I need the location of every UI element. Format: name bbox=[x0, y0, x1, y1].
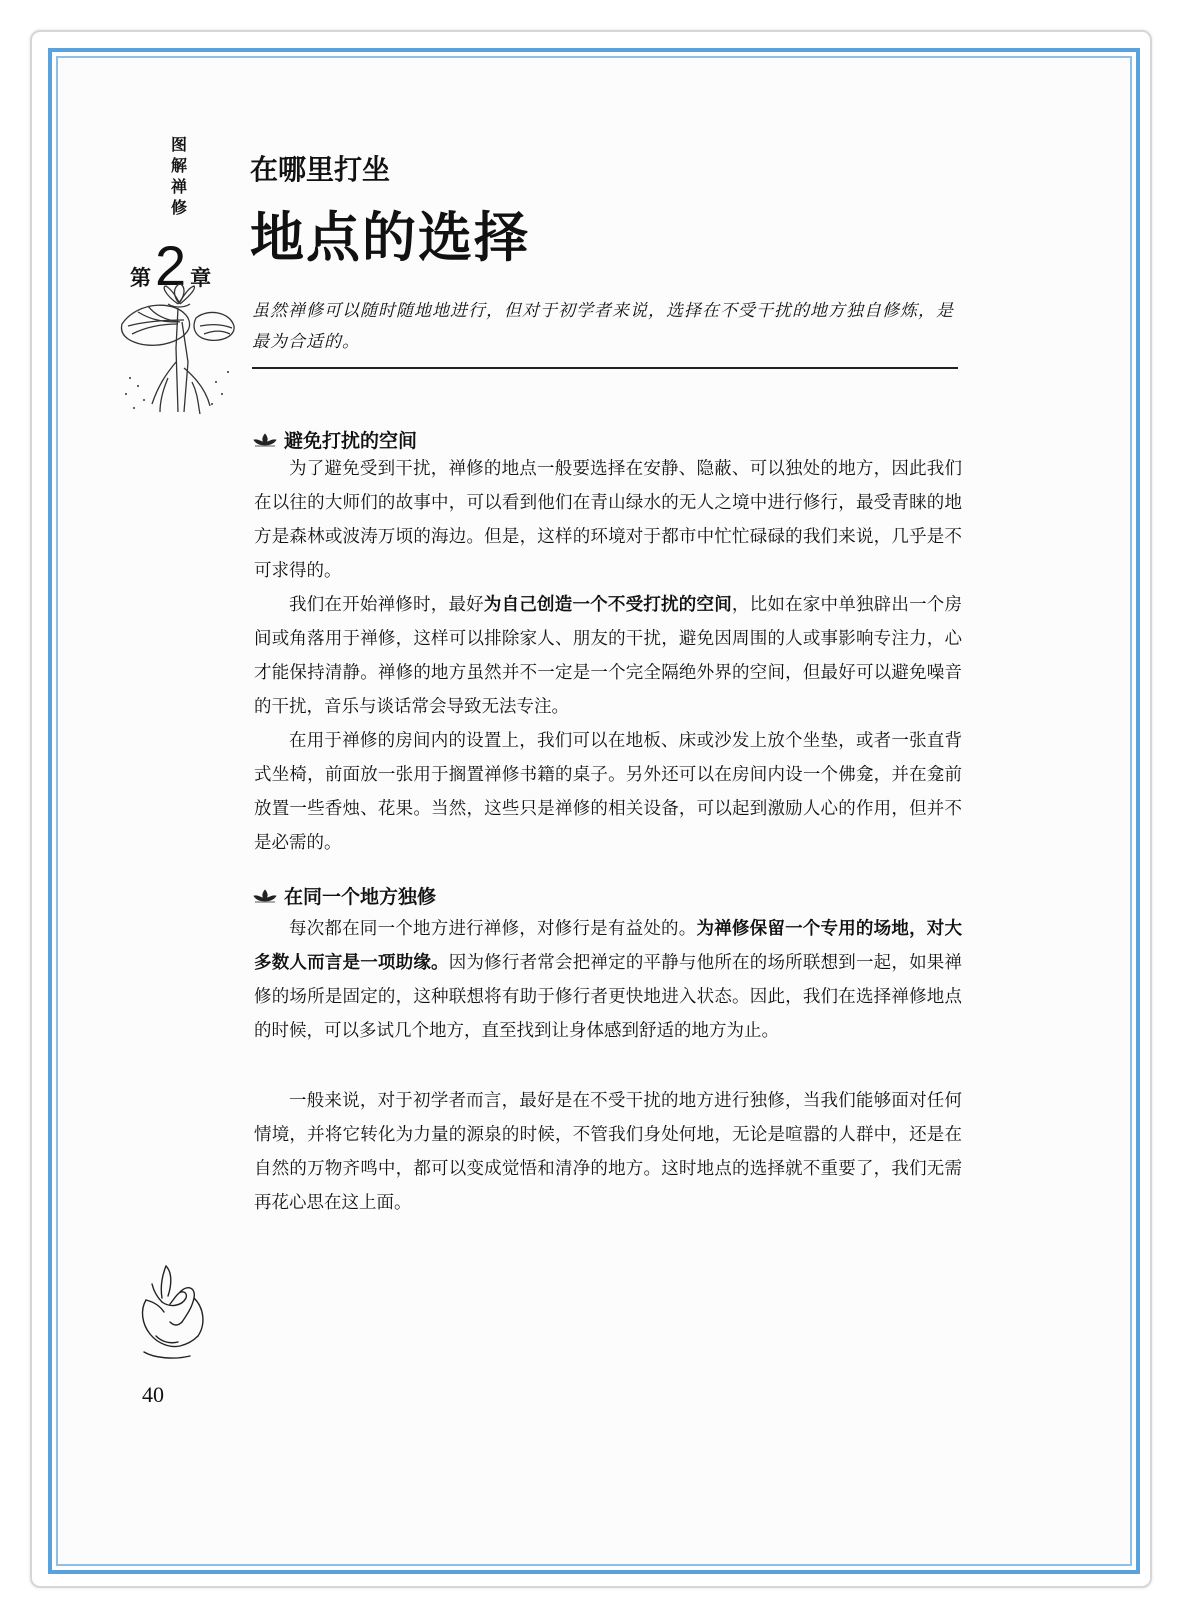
paragraph bbox=[254, 588, 962, 724]
section-heading-text: 避免打扰的空间 bbox=[284, 430, 418, 452]
paragraph bbox=[254, 912, 962, 1048]
text-run: ，比如在家中单独辟出一个房间或角落用于禅修，这样可以排除家人、朋友的干扰，避免因周围的人或事影响专注力，心才能保持清静。禅修的地方虽然并不一定是一个完全隔绝外界的空间，但最好可以避免噪音的干扰，音乐与谈话常会导致无法专注。 bbox=[254, 595, 963, 717]
text-run: 因为修行者常会把禅定的平静与他所在的场所联想到一起，如果禅修的场所是固定的，这种联想将有助于修行者更快地进入状态。因此，我们在选择禅修地点的时候，可以多试几个地方，直至找到让身体感到舒适的地方为止。 bbox=[254, 953, 963, 1041]
chapter-suffix: 章 bbox=[190, 266, 212, 290]
page-number: 40 bbox=[142, 1382, 164, 1407]
section-heading bbox=[252, 882, 436, 909]
divider-line bbox=[252, 367, 958, 369]
chapter-number: 2 bbox=[155, 234, 187, 297]
emphasis-text: 为禅修保留一个专用的场地，对大多数人而言是一项助缘。 bbox=[254, 919, 963, 973]
chapter-prefix: 第 bbox=[130, 266, 151, 290]
text-run: 我们在开始禅修时，最好 bbox=[289, 595, 484, 615]
paragraph bbox=[254, 1084, 962, 1220]
text-run: 每次都在同一个地方进行禅修，对修行是有益处的。 bbox=[289, 919, 697, 939]
hand-mudra-illustration bbox=[130, 1262, 214, 1364]
lotus-bullet-icon bbox=[252, 888, 278, 904]
paragraph bbox=[254, 724, 962, 860]
text-run: 在用于禅修的房间内的设置上，我们可以在地板、床或沙发上放个坐垫，或者一张直背式坐椅，前面放一张用于搁置禅修书籍的桌子。另外还可以在房间内设一个佛龛，并在龛前放置一些香烛、花果。当然，这些只是禅修的相关设备，可以起到激励人心的作用，但并不是必需的。 bbox=[254, 731, 962, 853]
lotus-bullet-icon bbox=[252, 432, 278, 448]
text-run: 一般来说，对于初学者而言，最好是在不受干扰的地方进行独修，当我们能够面对任何情境，并将它转化为力量的源泉的时候，不管我们身处何地，无论是喧嚣的人群中，还是在自然的万物齐鸣中，都可以变成觉悟和清净的地方。这时地点的选择就不重要了，我们无需再花心思在这上面。 bbox=[254, 1091, 962, 1213]
section-heading bbox=[252, 426, 417, 453]
text-run: 为了避免受到干扰，禅修的地点一般要选择在安静、隐蔽、可以独处的地方，因此我们在以往的大师们的故事中，可以看到他们在青山绿水的无人之境中进行修行，最受青睐的地方是森林或波涛万顷的海边。但是，这样的环境对于都市中忙忙碌碌的我们来说，几乎是不可求得的。 bbox=[254, 459, 962, 581]
page-title: 地点的选择 bbox=[250, 206, 530, 269]
section-subtitle: 在哪里打坐 bbox=[250, 153, 391, 186]
lotus-illustration bbox=[118, 282, 238, 417]
intro-text: 虽然禅修可以随时随地地进行，但对于初学者来说，选择在不受干扰的地方独自修炼，是最为合适的。 bbox=[252, 301, 954, 352]
emphasis-text: 为自己创造一个不受打扰的空间 bbox=[483, 595, 732, 615]
series-title: 图解禅修 bbox=[170, 135, 187, 217]
paragraph bbox=[254, 452, 962, 588]
section-heading-text: 在同一个地方独修 bbox=[284, 886, 437, 908]
